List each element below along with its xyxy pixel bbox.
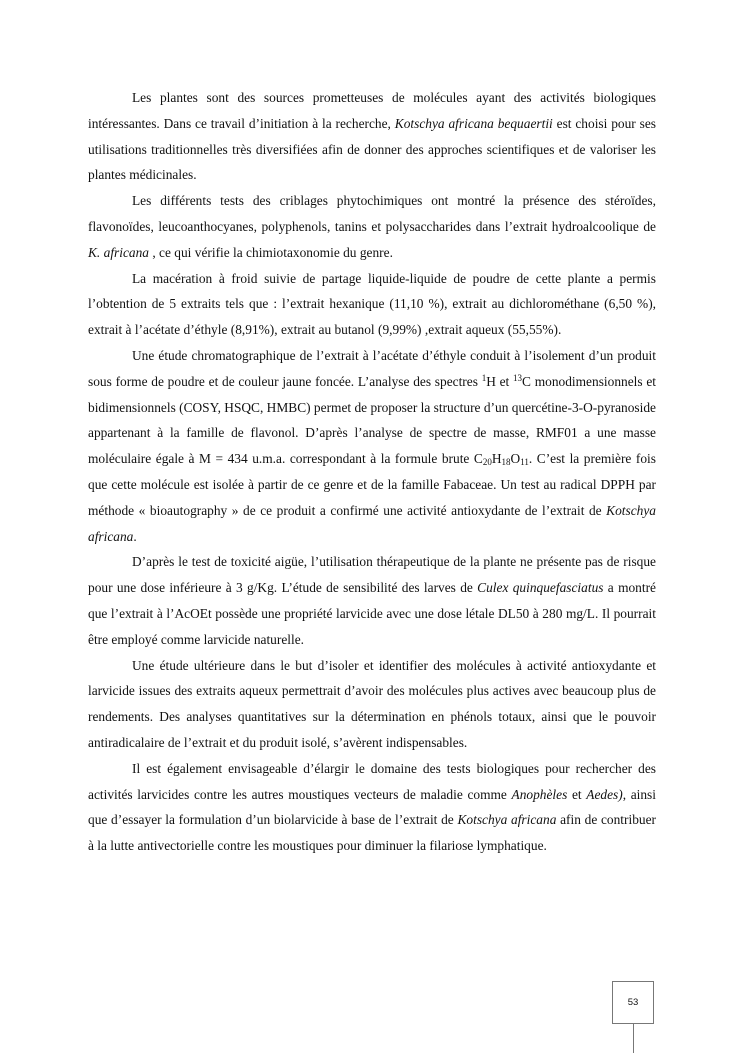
page-number-box: [612, 981, 654, 1024]
paragraph-3: [88, 266, 656, 343]
italic-text: Kotschya africana: [457, 812, 557, 828]
italic-text: Aedes): [586, 786, 623, 802]
text-run: a montré que l’extrait à l’AcOEt possède une propriété larvicide avec une dose létale DL50 à 280 mg/L. Il pourrait être employé comme larvicide naturelle.: [88, 580, 656, 647]
superscript: 1: [481, 372, 487, 383]
italic-text: Kotschya africana: [88, 502, 656, 544]
text-run: Les plantes sont des sources prometteuses de molécules ayant des activités biologiques intéressantes. Dans ce travail d’initiation à la recherche,: [88, 90, 656, 131]
italic-text: Culex quinquefasciatus: [477, 580, 604, 596]
text-run: Une étude ultérieure dans le but d’isoler et identifier des molécules à activité antioxydante et larvicide issues des extraits aqueux permettrait d’avoir des molécules plus actives avec beaucoup plus de rendements. Des analyses quantitatives sur la détermination en phénols totaux, ainsi que le pouvoir antiradicalaire de l’extrait et du produit isolé, s’avèrent indispensables.: [88, 657, 656, 750]
paragraph-4: [88, 343, 656, 549]
subscript: 11: [520, 457, 529, 468]
paragraph-1: [88, 85, 656, 188]
subscript: 18: [501, 457, 511, 468]
text-run: Une étude chromatographique de l’extrait à l’acétate d’éthyle conduit à l’isolement d’un produit sous forme de poudre et de couleur jaune foncée. L’analyse des spectres: [88, 347, 656, 389]
subscript: 20: [482, 457, 492, 468]
text-run: H et: [486, 373, 514, 389]
page-number: 53: [627, 997, 639, 1008]
text-run: , ainsi que d’essayer la formulation d’un biolarvicide à base de l’extrait de: [88, 786, 656, 828]
text-run: et: [567, 786, 587, 802]
paragraph-7: [88, 756, 656, 859]
text-run: afin de contribuer à la lutte antivectorielle contre les moustiques pour diminuer la filariose lymphatique.: [88, 812, 656, 854]
text-run: Il est également envisageable d’élargir le domaine des tests biologiques pour rechercher des activités larvicides contre les autres moustiques vecteurs de maladie comme: [88, 760, 656, 802]
text-run: D’après le test de toxicité aigüe, l’utilisation thérapeutique de la plante ne présente pas de risque pour une dose inférieure à 3 g/Kg. L’étude de sensibilité des larves de: [88, 554, 656, 596]
text-run: , ce qui vérifie la chimiotaxonomie du genre.: [149, 244, 393, 260]
text-run: C monodimensionnels et bidimensionnels (COSY, HSQC, HMBC) permet de proposer la structure d’un quercétine-3-O-pyranoside appartenant à la famille de flavonol. D’après l’analyse de spectre de masse, RMF01 a une masse moléculaire égale à M = 434 u.m.a. correspondant à la formule brute C: [88, 373, 657, 467]
italic-text: K. africana: [88, 244, 150, 260]
paragraph-6: [88, 653, 656, 756]
page-number-line: [633, 1024, 634, 1053]
text-run: .: [133, 528, 137, 544]
paragraph-5: [88, 549, 656, 652]
italic-text: Anophèles: [511, 786, 568, 802]
superscript: 13: [513, 372, 523, 383]
text-run: Les différents tests des criblages phytochimiques ont montré la présence des stéroïdes, flavonoïdes, leucoanthocyanes, polyphenols, tanins et polysaccharides dans l’extrait hydroalcoolique de: [88, 193, 656, 234]
text-run: . C’est la première fois que cette molécule est isolée à partir de ce genre et de la famille Fabaceae. Un test au radical DPPH par méthode « bioautography » de ce produit a confirmé une activité antioxydante de l’extrait de: [88, 451, 656, 518]
text-run: est choisi pour ses utilisations traditionnelles très diversifiées afin de donner des approches scientifiques et de valoriser les plantes médicinales.: [88, 115, 656, 183]
italic-text: Kotschya africana bequaertii: [394, 115, 553, 131]
text-run: H: [491, 451, 502, 467]
text-run: La macération à froid suivie de partage liquide-liquide de poudre de cette plante a permis l’obtention de 5 extraits tels que : l’extrait hexanique (11,10 %), extrait au dichlorométhane (6,50 %), extrait à l’acétate d’éthyle (8,91%), extrait au butanol (9,99%) ,extrait aqueux (55,55%).: [88, 270, 656, 338]
paragraph-2: [88, 188, 656, 265]
document-body: [88, 85, 656, 859]
text-run: O: [510, 451, 521, 467]
